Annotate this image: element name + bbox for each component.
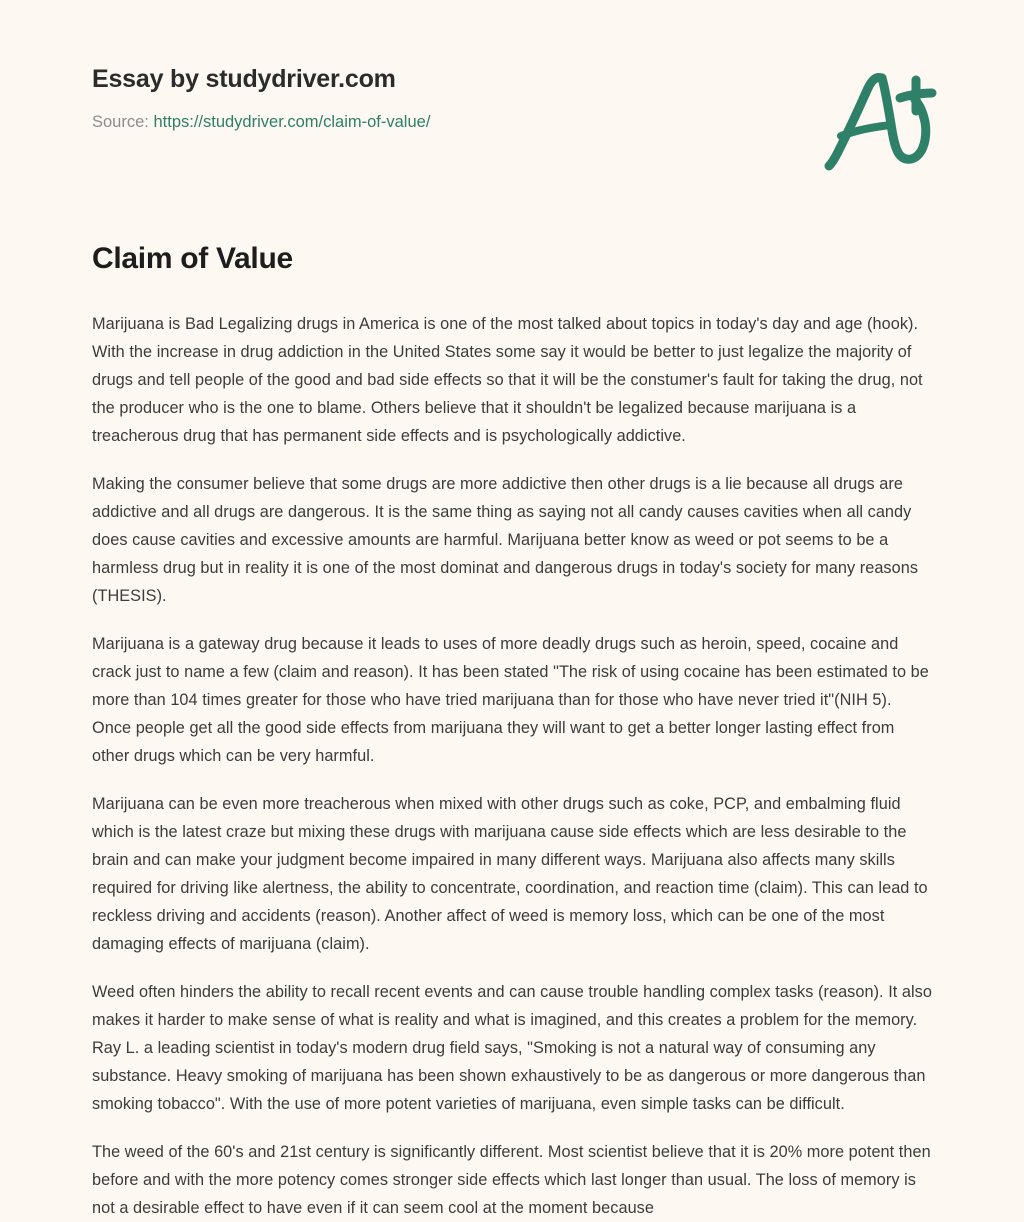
site-title: Essay by studydriver.com bbox=[92, 65, 396, 93]
paragraph: Marijuana is Bad Legalizing drugs in America is one of the most talked about topics in today's day and age (hook). With the increase in drug addiction in the United States some say it would be better to just legalize the majority of drugs and tell people of the good and bad side effects so that it will be the constumer's fault for taking the drug, not the producer who is the one to blame. Others believe that it shouldn't be legalized because marijuana is a treacherous drug that has permanent side effects and is psychologically addictive. bbox=[92, 314, 923, 445]
page-header bbox=[0, 0, 1024, 200]
source-url-link[interactable]: https://studydriver.com/claim-of-value/ bbox=[153, 113, 431, 131]
a-plus-logo-glyph bbox=[812, 66, 952, 174]
page-title: Claim of Value bbox=[92, 242, 293, 275]
paragraph: Weed often hinders the ability to recall recent events and can cause trouble handling complex tasks (reason). It also makes it harder to make sense of what is reality and what is imagined, and this creates a problem for the memory. Ray L. a leading scientist in today's modern drug field says, "Smoking is not a natural way of consuming any substance. Heavy smoking of marijuana has been shown exhaustively to be as dangerous or more dangerous than smoking tobacco". With the use of more potent varieties of marijuana, even simple tasks can be difficult. bbox=[92, 982, 932, 1113]
paragraph: Making the consumer believe that some drugs are more addictive then other drugs is a lie because all drugs are addictive and all drugs are dangerous. It is the same thing as saying not all candy causes cavities when all candy does cause cavities and excessive amounts are harmful. Marijuana better know as weed or pot seems to be a harmless drug but in reality it is one of the most dominat and dangerous drugs in today's society for many reasons (THESIS). bbox=[92, 474, 919, 605]
paragraph: The weed of the 60's and 21st century is significantly different. Most scientist believe that it is 20% more potent then before and with the more potency comes stronger side effects which last longer than usual. The loss of memory is not a desirable effect to have even if it can seem cool at the moment because bbox=[92, 1142, 931, 1217]
a-plus-logo-icon bbox=[812, 66, 952, 174]
article-body bbox=[92, 310, 932, 1222]
header-text-block bbox=[92, 64, 430, 133]
article bbox=[92, 240, 932, 1222]
source-label: Source: bbox=[92, 113, 149, 131]
source-line bbox=[92, 112, 430, 133]
paragraph: Marijuana can be even more treacherous when mixed with other drugs such as coke, PCP, and embalming fluid which is the latest craze but mixing these drugs with marijuana cause side effects which are less desirable to the brain and can make your judgment become impaired in many different ways. Marijuana also affects many skills required for driving like alertness, the ability to concentrate, coordination, and reaction time (claim). This can lead to reckless driving and accidents (reason). Another affect of weed is memory loss, which can be one of the most damaging effects of marijuana (claim). bbox=[92, 794, 928, 953]
paragraph: Marijuana is a gateway drug because it leads to uses of more deadly drugs such as heroin, speed, cocaine and crack just to name a few (claim and reason). It has been stated "The risk of using cocaine has been estimated to be more than 104 times greater for those who have tried marijuana than for those who have never tried it"(NIH 5). Once people get all the good side effects from marijuana they will want to get a better longer lasting effect from other drugs which can be very harmful. bbox=[92, 634, 929, 765]
